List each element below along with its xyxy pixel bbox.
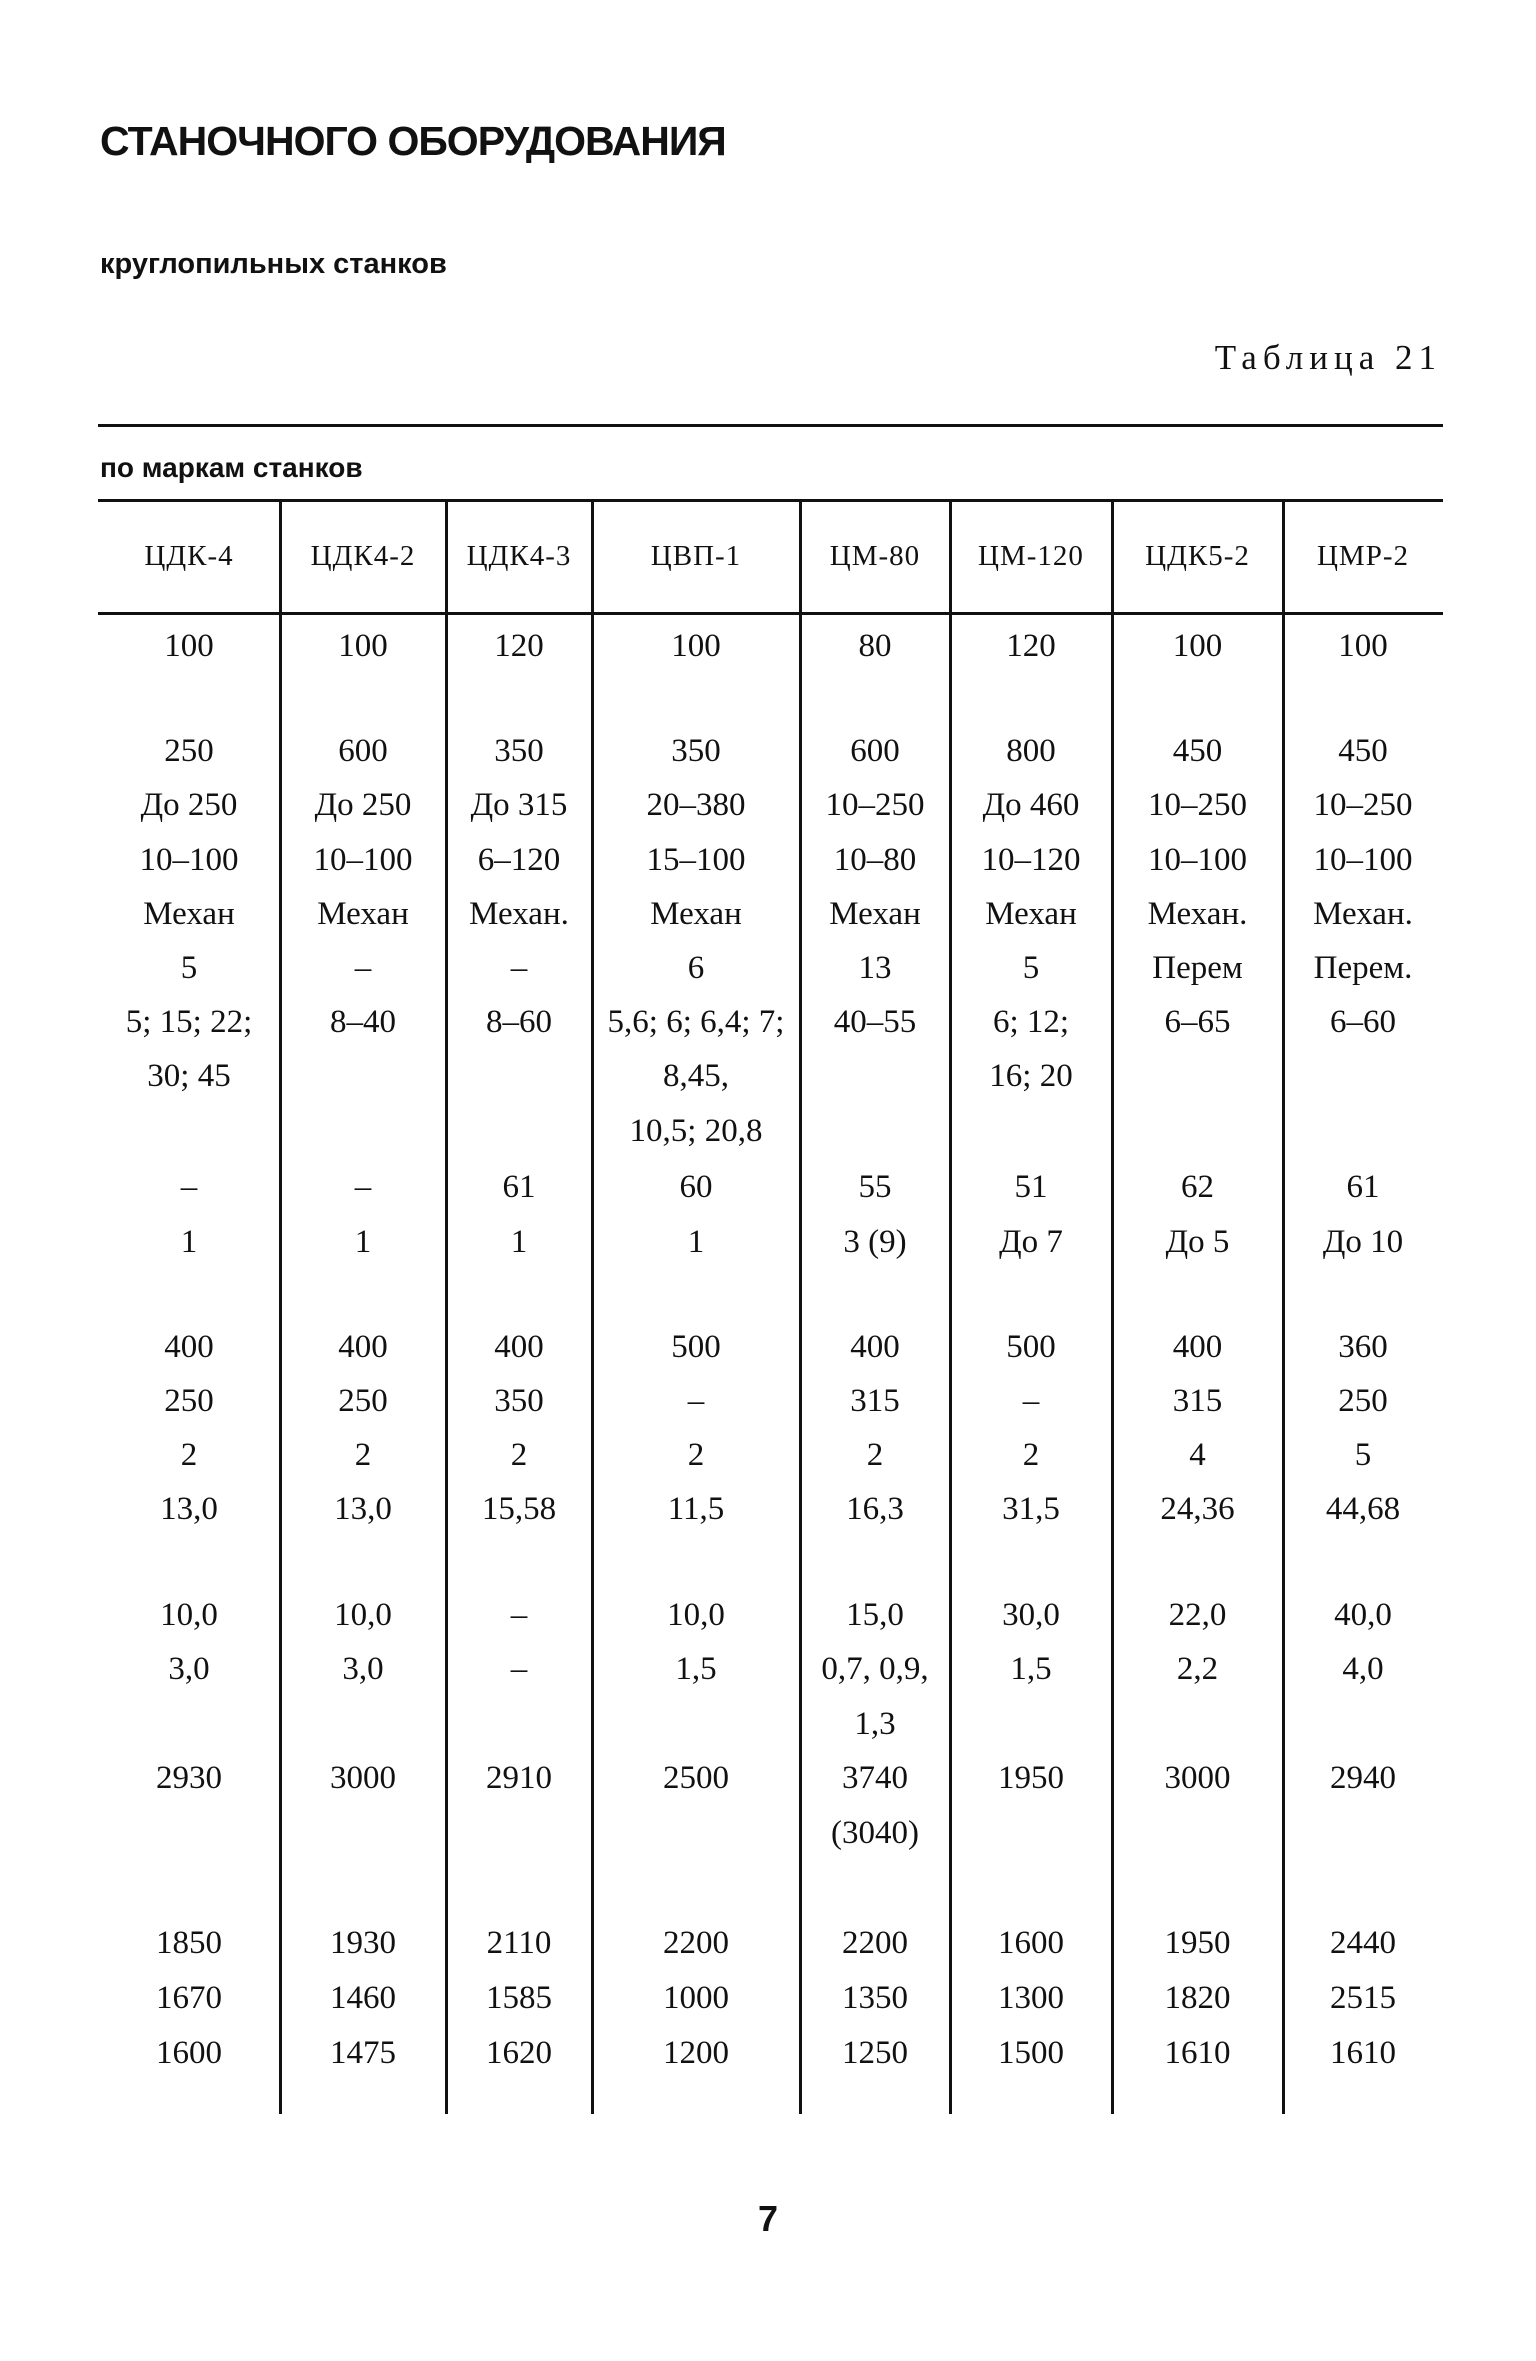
table-label: Таблица 21 <box>1214 338 1442 377</box>
table-cell: 10–80 <box>833 842 917 878</box>
table-cell: 51 <box>1014 1169 1048 1205</box>
table-cell: 1 <box>687 1224 705 1260</box>
column-header: ЦМР-2 <box>1316 540 1409 572</box>
table-cell: 22,0 <box>1168 1597 1227 1633</box>
table-cell: 44,68 <box>1325 1491 1401 1527</box>
table-cell: 1820 <box>1164 1980 1231 2016</box>
table-cell: 15–100 <box>646 842 746 878</box>
table-cell: 3,0 <box>168 1651 210 1687</box>
table-cell: 100 <box>1338 628 1388 664</box>
table-cell: 500 <box>1006 1329 1056 1365</box>
table-cell: 5 <box>1022 950 1040 986</box>
table-cell: 500 <box>671 1329 721 1365</box>
table-cell: 100 <box>338 628 388 664</box>
table-cell: 11,5 <box>667 1491 725 1527</box>
table-cell <box>98 1106 280 1156</box>
table-cell: Перем. <box>1313 950 1413 986</box>
table-cell: 2 <box>354 1437 372 1473</box>
table-cell: – <box>354 950 372 986</box>
table-cell: 2 <box>180 1437 198 1473</box>
table-cell: Механ <box>829 896 921 932</box>
table-cell: – <box>687 1383 705 1419</box>
table-cell: 250 <box>1338 1383 1388 1419</box>
column-header: ЦМ-80 <box>829 540 921 572</box>
page-heading: СТАНОЧНОГО ОБОРУДОВАНИЯ <box>100 118 726 164</box>
table-cell: До 10 <box>1322 1224 1404 1260</box>
table-cell: 10,0 <box>667 1597 725 1633</box>
table-cell: 3000 <box>330 1760 396 1796</box>
table-cell <box>446 1808 592 1858</box>
table-cell: 1250 <box>842 2035 908 2071</box>
table-cell: 30,0 <box>1002 1597 1060 1633</box>
table-cell: 1 <box>354 1224 372 1260</box>
table-cell: 1300 <box>998 1980 1064 2016</box>
table-cell: 120 <box>494 628 544 664</box>
header-top-rule <box>98 499 1443 502</box>
table-cell: 1950 <box>1164 1925 1231 1961</box>
table-cell: 1,5 <box>1010 1651 1052 1687</box>
table-cell <box>950 1808 1112 1858</box>
table-cell: 6–120 <box>477 842 561 878</box>
table-cell: 13,0 <box>160 1491 218 1527</box>
table-cell: 2440 <box>1330 1925 1396 1961</box>
table-cell: 1585 <box>486 1980 552 2016</box>
table-cell: 60 <box>679 1169 713 1205</box>
table-cell: 1850 <box>156 1925 222 1961</box>
table-cell: 450 <box>1338 733 1388 769</box>
column-header: ЦДК5-2 <box>1145 540 1250 572</box>
table-cell: 1950 <box>998 1760 1064 1796</box>
table-cell: 350 <box>494 733 544 769</box>
table-cell: 1500 <box>998 2035 1064 2071</box>
table-cell: 800 <box>1006 733 1056 769</box>
table-cell: 16,3 <box>846 1491 904 1527</box>
table-caption: по маркам станков <box>100 452 363 483</box>
table-cell: 15,0 <box>846 1597 904 1633</box>
table-cell <box>1112 1051 1283 1101</box>
table-cell: 10–100 <box>1313 842 1413 878</box>
table-cell <box>280 1808 446 1858</box>
table-cell <box>1283 1808 1443 1858</box>
column-header: ЦМ-120 <box>978 540 1084 572</box>
table-cell: 10–100 <box>139 842 239 878</box>
table-cell <box>280 1051 446 1101</box>
table-cell: Механ <box>143 896 235 932</box>
table-cell: 10–100 <box>1148 842 1247 878</box>
table-cell: 100 <box>1172 628 1223 664</box>
table-cell: Механ <box>985 896 1077 932</box>
header-bottom-rule <box>98 612 1443 615</box>
table-cell: 62 <box>1181 1169 1214 1205</box>
table-cell: 10–250 <box>1148 787 1247 823</box>
table-cell: До 315 <box>470 787 568 823</box>
table-cell: 10–120 <box>981 842 1081 878</box>
table-cell <box>280 1699 446 1749</box>
table-cell <box>98 1808 280 1858</box>
table-cell: 1350 <box>842 1980 908 2016</box>
table-cell: 5 <box>1354 1437 1372 1473</box>
table-cell: 400 <box>1172 1329 1223 1365</box>
table-cell <box>1112 1808 1283 1858</box>
table-cell: 8–40 <box>330 1004 396 1040</box>
table-cell: 5,6; 6; 6,4; 7; <box>607 1004 785 1040</box>
table-cell: 3 (9) <box>843 1224 907 1260</box>
table-cell: 360 <box>1338 1329 1388 1365</box>
table-cell: 6–65 <box>1164 1004 1231 1040</box>
column-header: ЦДК4-3 <box>466 540 572 572</box>
table-cell: 0,7, 0,9, <box>821 1651 929 1687</box>
table-cell: 40,0 <box>1334 1597 1392 1633</box>
table-cell <box>1283 1699 1443 1749</box>
table-cell: 55 <box>858 1169 892 1205</box>
table-cell: 1610 <box>1330 2035 1396 2071</box>
table-cell: 450 <box>1172 733 1223 769</box>
table-cell: – <box>354 1169 372 1205</box>
table-cell: 2 <box>1022 1437 1040 1473</box>
table-cell: 2200 <box>842 1925 908 1961</box>
table-cell: 3,0 <box>342 1651 384 1687</box>
table-cell: 61 <box>502 1169 536 1205</box>
table-cell: 10–100 <box>313 842 413 878</box>
table-cell: Механ. <box>469 896 569 932</box>
table-cell: – <box>510 1597 528 1633</box>
table-cell <box>98 1699 280 1749</box>
table-cell: 250 <box>338 1383 388 1419</box>
table-cell: 6 <box>687 950 705 986</box>
table-cell: 100 <box>671 628 721 664</box>
table-cell: 1200 <box>663 2035 729 2071</box>
table-cell: До 7 <box>999 1224 1063 1260</box>
table-cell: 1475 <box>330 2035 396 2071</box>
table-cell: 2 <box>687 1437 705 1473</box>
table-cell <box>1112 1106 1283 1156</box>
table-cell: 31,5 <box>1002 1491 1060 1527</box>
table-cell: Механ <box>317 896 409 932</box>
table-cell: 10,5; 20,8 <box>629 1113 763 1149</box>
table-cell: Механ. <box>1313 896 1413 932</box>
table-cell: 2515 <box>1330 1980 1396 2016</box>
table-cell <box>800 1106 950 1156</box>
table-cell: 6–60 <box>1330 1004 1396 1040</box>
table-cell: 4 <box>1189 1437 1206 1473</box>
table-cell: (3040) <box>831 1815 919 1851</box>
table-cell: 2940 <box>1330 1760 1396 1796</box>
table-cell <box>592 1699 800 1749</box>
table-cell: 1460 <box>330 1980 396 2016</box>
table-cell: 350 <box>494 1383 544 1419</box>
table-cell: 6; 12; <box>992 1004 1070 1040</box>
table-cell: 24,36 <box>1160 1491 1235 1527</box>
table-cell: 350 <box>671 733 721 769</box>
table-cell: 2 <box>866 1437 884 1473</box>
table-cell <box>1112 1699 1283 1749</box>
table-cell: 1 <box>510 1224 528 1260</box>
table-cell: 1930 <box>330 1925 396 1961</box>
page-number: 7 <box>757 2198 779 2239</box>
table-top-rule <box>98 424 1443 427</box>
table-cell: 5; 15; 22; <box>125 1004 253 1040</box>
table-cell: 8,45, <box>663 1058 729 1094</box>
table-cell: 1600 <box>156 2035 222 2071</box>
table-cell: – <box>510 1651 528 1687</box>
table-cell: 16; 20 <box>989 1058 1073 1094</box>
table-cell: 600 <box>338 733 388 769</box>
table-cell <box>446 1106 592 1156</box>
table-cell: 10,0 <box>160 1597 218 1633</box>
table-cell <box>950 1699 1112 1749</box>
table-cell: 10–250 <box>1313 787 1413 823</box>
table-cell: 1620 <box>486 2035 552 2071</box>
table-cell: 80 <box>858 628 892 664</box>
table-cell: 61 <box>1346 1169 1380 1205</box>
table-cell: Механ. <box>1147 896 1248 932</box>
table-cell: 1,5 <box>675 1651 717 1687</box>
table-cell: 20–380 <box>646 787 746 823</box>
table-cell: 120 <box>1006 628 1056 664</box>
table-cell: До 460 <box>982 787 1080 823</box>
table-cell <box>800 1051 950 1101</box>
table-cell: 1610 <box>1164 2035 1231 2071</box>
table-cell: – <box>510 950 528 986</box>
column-header: ЦВП-1 <box>650 540 742 572</box>
table-cell: 400 <box>850 1329 900 1365</box>
table-cell: 10,0 <box>334 1597 392 1633</box>
table-cell <box>950 1106 1112 1156</box>
section-subheading: круглопильных станков <box>100 248 447 280</box>
column-header: ЦДК-4 <box>144 540 234 572</box>
table-cell: 2930 <box>156 1760 222 1796</box>
table-cell: 3000 <box>1164 1760 1231 1796</box>
table-cell: 600 <box>850 733 900 769</box>
table-cell: 2 <box>510 1437 528 1473</box>
table-cell: 1,3 <box>854 1706 896 1742</box>
table-cell <box>446 1051 592 1101</box>
table-cell: 315 <box>850 1383 900 1419</box>
table-cell: – <box>180 1169 198 1205</box>
table-cell: До 250 <box>314 787 412 823</box>
table-cell: 3740 <box>842 1760 908 1796</box>
table-cell: 1670 <box>156 1980 222 2016</box>
table-cell: 1600 <box>998 1925 1064 1961</box>
table-cell: 13 <box>858 950 892 986</box>
table-cell: – <box>1022 1383 1040 1419</box>
table-cell: 400 <box>494 1329 544 1365</box>
table-cell: 250 <box>164 733 214 769</box>
table-cell: 2910 <box>486 1760 552 1796</box>
table-cell: 40–55 <box>833 1004 917 1040</box>
table-cell: 8–60 <box>486 1004 552 1040</box>
table-cell: Перем <box>1152 950 1243 986</box>
table-cell: 10–250 <box>825 787 925 823</box>
table-cell: 30; 45 <box>147 1058 231 1094</box>
table-cell <box>1283 1106 1443 1156</box>
table-cell <box>280 1106 446 1156</box>
table-cell: До 5 <box>1165 1224 1230 1260</box>
table-cell: 250 <box>164 1383 214 1419</box>
table-cell: 400 <box>338 1329 388 1365</box>
table-cell: 100 <box>164 628 214 664</box>
table-cell: 5 <box>180 950 198 986</box>
table-cell: 13,0 <box>334 1491 392 1527</box>
table-cell: 400 <box>164 1329 214 1365</box>
table-cell: 1 <box>180 1224 198 1260</box>
table-cell: 2500 <box>663 1760 729 1796</box>
table-cell: 2110 <box>486 1925 552 1961</box>
table-cell: 2200 <box>663 1925 729 1961</box>
table-cell: Механ <box>650 896 742 932</box>
table-cell <box>1283 1051 1443 1101</box>
table-cell: 4,0 <box>1342 1651 1384 1687</box>
table-cell: 2,2 <box>1176 1651 1219 1687</box>
table-cell: 15,58 <box>481 1491 557 1527</box>
table-cell: 315 <box>1172 1383 1223 1419</box>
table-cell <box>446 1699 592 1749</box>
column-header: ЦДК4-2 <box>310 540 416 572</box>
table-cell <box>592 1808 800 1858</box>
table-cell: 1000 <box>663 1980 729 2016</box>
table-cell: До 250 <box>140 787 238 823</box>
